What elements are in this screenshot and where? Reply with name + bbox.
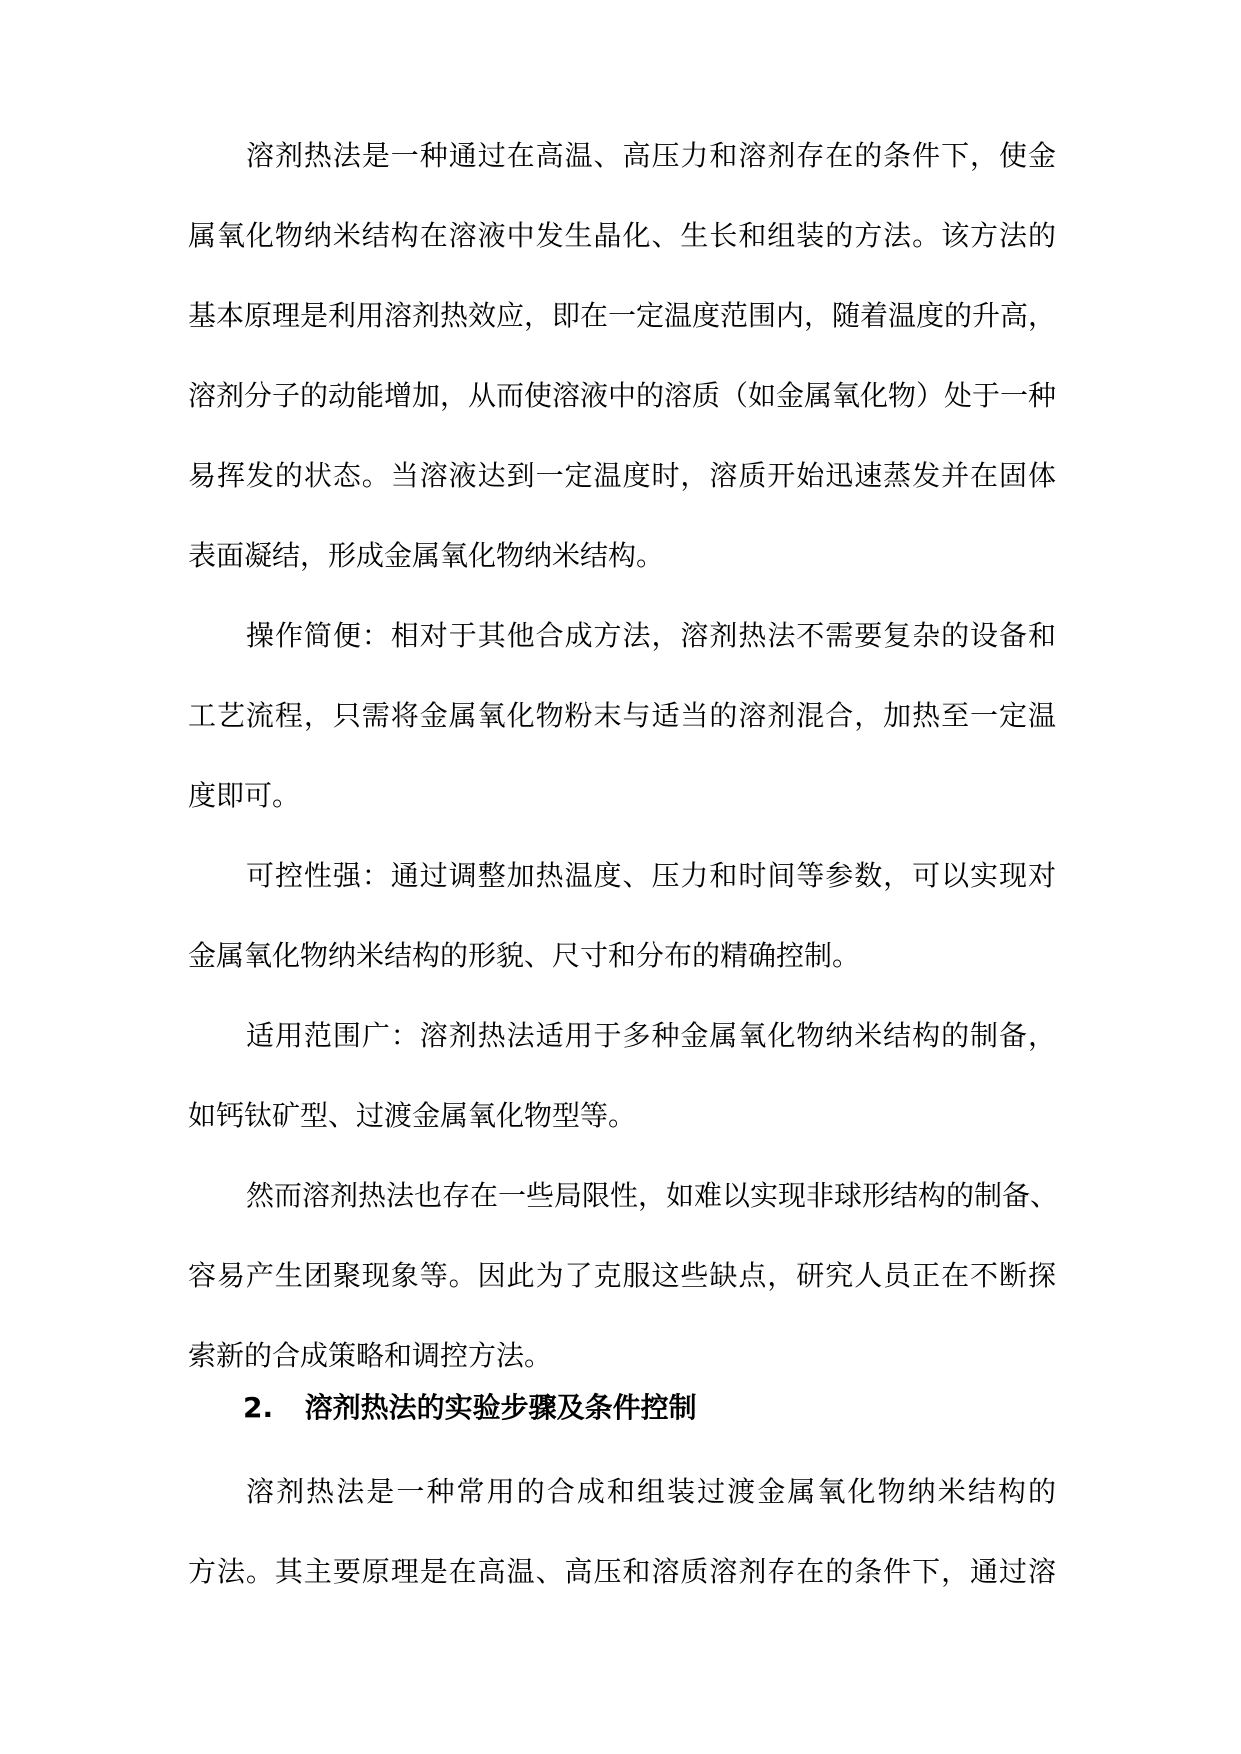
paragraph-6-line-1: 溶剂热法是一种常用的合成和组装过渡金属氧化物纳米结构的	[246, 1475, 1056, 1508]
paragraph-2-line-2: 工艺流程，只需将金属氧化物粉末与适当的溶剂混合，加热至一定温	[188, 699, 1056, 732]
paragraph-2-line-1: 操作简便：相对于其他合成方法，溶剂热法不需要复杂的设备和	[246, 619, 1056, 652]
paragraph-1-line-4: 溶剂分子的动能增加，从而使溶液中的溶质（如金属氧化物）处于一种	[188, 379, 1057, 412]
paragraph-4-line-2: 如钙钛矿型、过渡金属氧化物型等。	[188, 1099, 637, 1132]
paragraph-4-line-1: 适用范围广：溶剂热法适用于多种金属氧化物纳米结构的制备，	[246, 1019, 1056, 1052]
paragraph-1-line-5: 易挥发的状态。当溶液达到一定温度时，溶质开始迅速蒸发并在固体	[188, 459, 1056, 492]
paragraph-1-line-6: 表面凝结，形成金属氧化物纳米结构。	[188, 539, 665, 572]
paragraph-5-line-2: 容易产生团聚现象等。因此为了克服这些缺点，研究人员正在不断探	[188, 1259, 1056, 1292]
paragraph-6-line-2: 方法。其主要原理是在高温、高压和溶质溶剂存在的条件下，通过溶	[188, 1555, 1056, 1588]
paragraph-1-line-3: 基本原理是利用溶剂热效应，即在一定温度范围内，随着温度的升高，	[188, 299, 1057, 332]
section-number: 2.	[243, 1391, 274, 1424]
paragraph-2-line-3: 度即可。	[188, 779, 301, 812]
paragraph-5-line-3: 索新的合成策略和调控方法。	[188, 1339, 553, 1372]
paragraph-3-line-1: 可控性强：通过调整加热温度、压力和时间等参数，可以实现对	[246, 859, 1056, 892]
section-title: 溶剂热法的实验步骤及条件控制	[304, 1391, 697, 1424]
paragraph-3-line-2: 金属氧化物纳米结构的形貌、尺寸和分布的精确控制。	[188, 939, 861, 972]
paragraph-1-line-1: 溶剂热法是一种通过在高温、高压力和溶剂存在的条件下，使金	[246, 139, 1056, 172]
paragraph-1-line-2: 属氧化物纳米结构在溶液中发生晶化、生长和组装的方法。该方法的	[188, 219, 1056, 252]
paragraph-5-line-1: 然而溶剂热法也存在一些局限性，如难以实现非球形结构的制备、	[246, 1179, 1059, 1212]
section-heading	[243, 1384, 697, 1432]
